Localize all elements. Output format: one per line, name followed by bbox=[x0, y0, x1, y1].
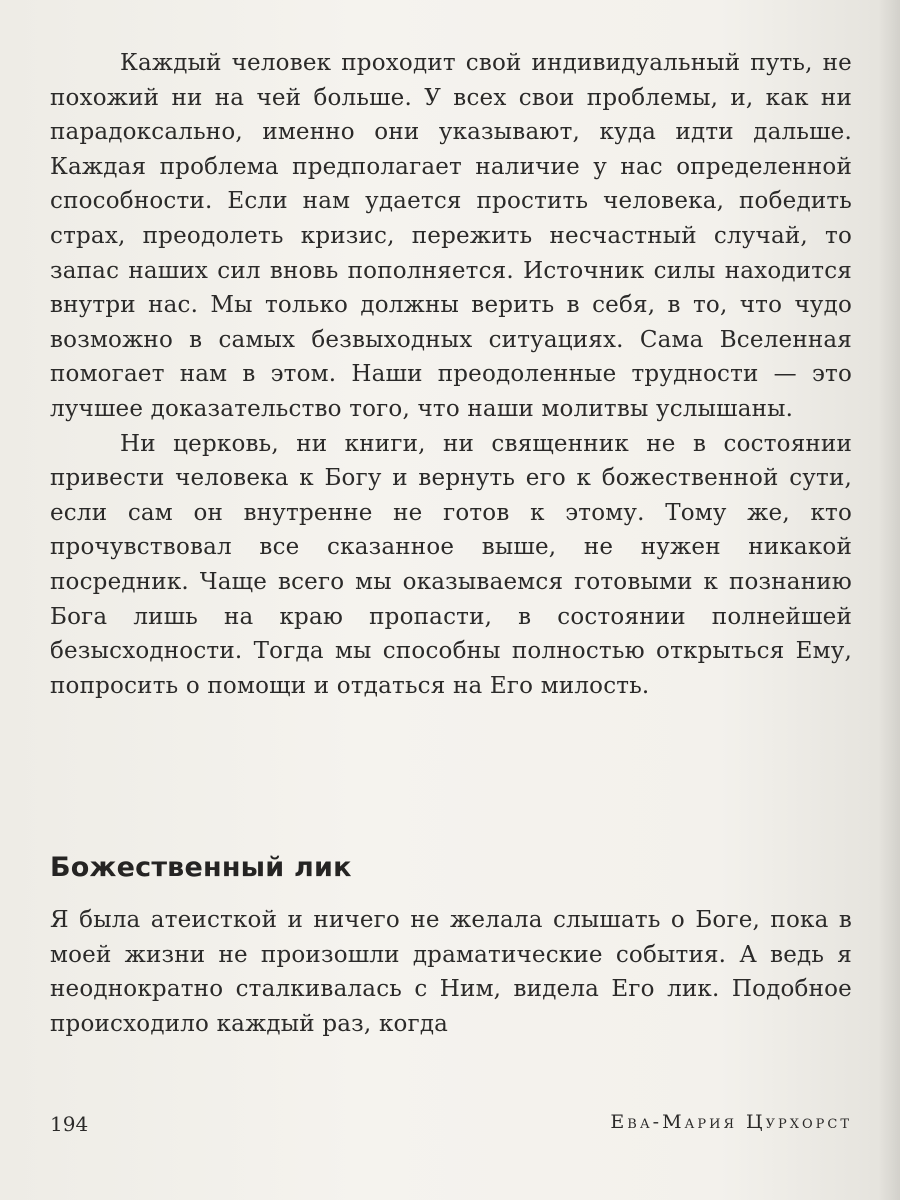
section-paragraph: Я была атеисткой и ничего не желала слышать о Боге, пока в моей жизни не произошли драматические события. А ведь я неоднократно сталкивалась с Ним, видела Его лик. Подобное происходило каждый раз, когда bbox=[50, 907, 852, 1037]
page-number: 194 bbox=[50, 1112, 89, 1136]
paragraph-2: Ни церковь, ни книги, ни священник не в состоянии привести человека к Богу и вернуть его к божественной сути, если сам он внутренне не готов к этому. Тому же, кто прочувствовал все сказанное выше, не нужен никакой посредник. Чаще всего мы оказываемся готовыми к познанию Бога лишь на краю пропасти, в состоянии полнейшей безысходности. Тогда мы способны полностью открыться Ему, попросить о помощи и отдаться на Его милость. bbox=[50, 430, 852, 699]
section-body bbox=[50, 903, 852, 1041]
body-text bbox=[50, 46, 852, 703]
section-heading: Божественный лик bbox=[50, 852, 352, 883]
running-footer-author: Ева-Мария Цурхорст bbox=[610, 1111, 852, 1133]
page-edge-shadow bbox=[878, 0, 900, 1200]
paragraph-1: Каждый человек проходит свой индивидуальный путь, не похожий ни на чей больше. У всех свои проблемы, и, как ни парадоксально, именно они указывают, куда идти дальше. Каждая проблема предполагает наличие у нас определенной способности. Если нам удается простить человека, победить страх, преодолеть кризис, пережить несчастный случай, то запас наших сил вновь пополняется. Источник силы находится внутри нас. Мы только должны верить в себя, в то, что чудо возможно в самых безвыходных ситуациях. Сама Вселенная помогает нам в этом. Наши преодоленные трудности — это лучшее доказательство того, что наши молитвы услышаны. bbox=[50, 50, 852, 422]
